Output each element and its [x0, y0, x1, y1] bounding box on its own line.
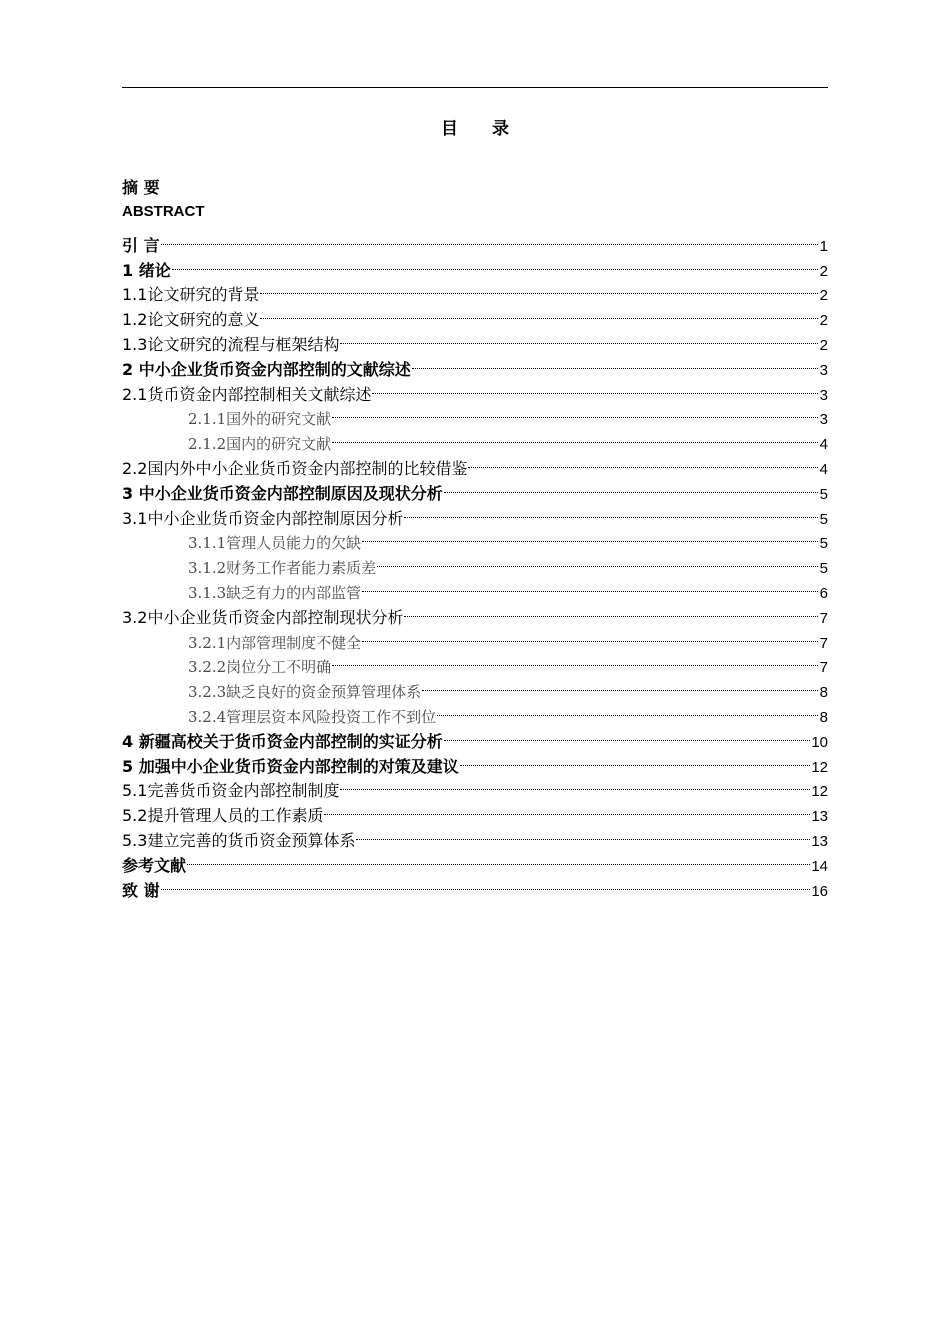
toc-entry-page-number: 4 [819, 460, 828, 478]
toc-dot-leader [422, 672, 818, 697]
toc-dot-leader [444, 722, 811, 747]
toc-entry-page-number: 12 [811, 758, 828, 776]
toc-entry-label: 5.2提升管理人员的工作素质 [122, 806, 324, 826]
toc-dot-leader [260, 276, 818, 301]
toc-dot-leader [444, 474, 818, 499]
toc-entry-label: 3.2中小企业货币资金内部控制现状分析 [122, 607, 404, 627]
toc-entry-label: 5.1完善货币资金内部控制制度 [122, 781, 340, 801]
toc-entry-page-number: 13 [811, 832, 828, 850]
toc-dot-leader [161, 226, 818, 251]
toc-entry-label: 2.1.2国内的研究文献 [188, 435, 332, 454]
toc-entry[interactable] [122, 251, 828, 280]
toc-entry-label: 1 绪论 [122, 260, 171, 280]
toc-entry-page-number: 5 [819, 485, 828, 503]
toc-dot-leader [404, 598, 818, 623]
toc-entry-page-number: 8 [819, 684, 828, 702]
toc-entry-label: 2.1货币资金内部控制相关文献综述 [122, 384, 372, 404]
toc-dot-leader [362, 573, 818, 598]
toc-entry-page-number: 3 [819, 361, 828, 379]
toc-entry-page-number: 2 [819, 262, 828, 280]
toc-entry-page-number: 5 [819, 535, 828, 553]
toc-dot-leader [187, 846, 810, 871]
toc-dot-leader [372, 375, 818, 400]
abstract-cn-heading: 摘 要 [122, 178, 160, 197]
toc-entry-label: 2.1.1国外的研究文献 [188, 410, 332, 429]
toc-dot-leader [362, 524, 818, 549]
toc-entry-page-number: 5 [819, 510, 828, 528]
toc-entry-label: 3.1.2财务工作者能力素质差 [188, 559, 377, 578]
table-of-contents [122, 226, 828, 900]
toc-dot-leader [332, 648, 818, 673]
toc-title: 目 录 [441, 119, 523, 139]
toc-entry-label: 3.2.1内部管理制度不健全 [188, 633, 362, 652]
toc-entry-page-number: 10 [811, 733, 828, 751]
toc-dot-leader [437, 697, 818, 722]
toc-entry-label: 1.2论文研究的意义 [122, 310, 260, 330]
toc-entry-page-number: 14 [811, 857, 828, 875]
toc-entry-page-number: 2 [819, 312, 828, 330]
toc-entry-page-number: 1 [819, 237, 828, 255]
toc-entry-page-number: 7 [819, 609, 828, 627]
toc-entry-page-number: 4 [819, 436, 828, 454]
toc-entry[interactable] [122, 871, 828, 900]
toc-entry-label: 2 中小企业货币资金内部控制的文献综述 [122, 359, 411, 379]
toc-entry-page-number: 16 [811, 882, 828, 900]
toc-entry-label: 4 新疆高校关于货币资金内部控制的实证分析 [122, 731, 443, 751]
toc-entry-label: 引 言 [122, 235, 160, 255]
abstract-en-heading: ABSTRACT [122, 203, 205, 220]
toc-dot-leader [324, 796, 810, 821]
toc-dot-leader [340, 325, 818, 350]
toc-entry-label: 3 中小企业货币资金内部控制原因及现状分析 [122, 483, 443, 503]
toc-entry-page-number: 13 [811, 808, 828, 826]
toc-entry-label: 5.3建立完善的货币资金预算体系 [122, 830, 356, 850]
toc-entry-page-number: 8 [819, 708, 828, 726]
toc-dot-leader [460, 747, 811, 772]
toc-dot-leader [468, 449, 818, 474]
toc-dot-leader [412, 350, 818, 375]
toc-entry-label: 2.2国内外中小企业货币资金内部控制的比较借鉴 [122, 458, 468, 478]
toc-dot-leader [332, 424, 818, 449]
toc-entry-page-number: 7 [819, 659, 828, 677]
toc-dot-leader [404, 499, 818, 524]
toc-entry-page-number: 3 [819, 386, 828, 404]
toc-entry-label: 5 加强中小企业货币资金内部控制的对策及建议 [122, 756, 459, 776]
toc-dot-leader [377, 548, 818, 573]
toc-entry-label: 1.3论文研究的流程与框架结构 [122, 334, 340, 354]
toc-entry-page-number: 7 [819, 634, 828, 652]
toc-dot-leader [356, 821, 810, 846]
toc-entry-label: 致 谢 [122, 880, 160, 900]
toc-entry-label: 3.1中小企业货币资金内部控制原因分析 [122, 508, 404, 528]
toc-dot-leader [161, 871, 811, 896]
toc-dot-leader [260, 300, 818, 325]
header-rule [122, 87, 828, 88]
toc-dot-leader [332, 400, 818, 425]
toc-entry-label: 3.1.3缺乏有力的内部监管 [188, 583, 362, 602]
toc-entry-page-number: 5 [819, 560, 828, 578]
toc-entry-label: 3.2.2岗位分工不明确 [188, 658, 332, 677]
toc-entry[interactable] [122, 846, 828, 875]
toc-entry-label: 1.1论文研究的背景 [122, 285, 260, 305]
toc-entry-page-number: 12 [811, 783, 828, 801]
toc-entry-page-number: 2 [819, 287, 828, 305]
toc-entry-label: 3.2.3缺乏良好的资金预算管理体系 [188, 683, 422, 702]
toc-entry[interactable] [122, 226, 828, 255]
toc-dot-leader [340, 772, 810, 797]
toc-entry[interactable] [122, 276, 828, 305]
toc-dot-leader [362, 623, 818, 648]
toc-entry-label: 3.2.4管理层资本风险投资工作不到位 [188, 707, 437, 726]
toc-entry-page-number: 6 [819, 584, 828, 602]
toc-entry-label: 3.1.1管理人员能力的欠缺 [188, 534, 362, 553]
toc-entry-page-number: 2 [819, 336, 828, 354]
toc-entry-page-number: 3 [819, 411, 828, 429]
toc-entry-label: 参考文献 [122, 855, 187, 875]
toc-dot-leader [172, 251, 818, 276]
